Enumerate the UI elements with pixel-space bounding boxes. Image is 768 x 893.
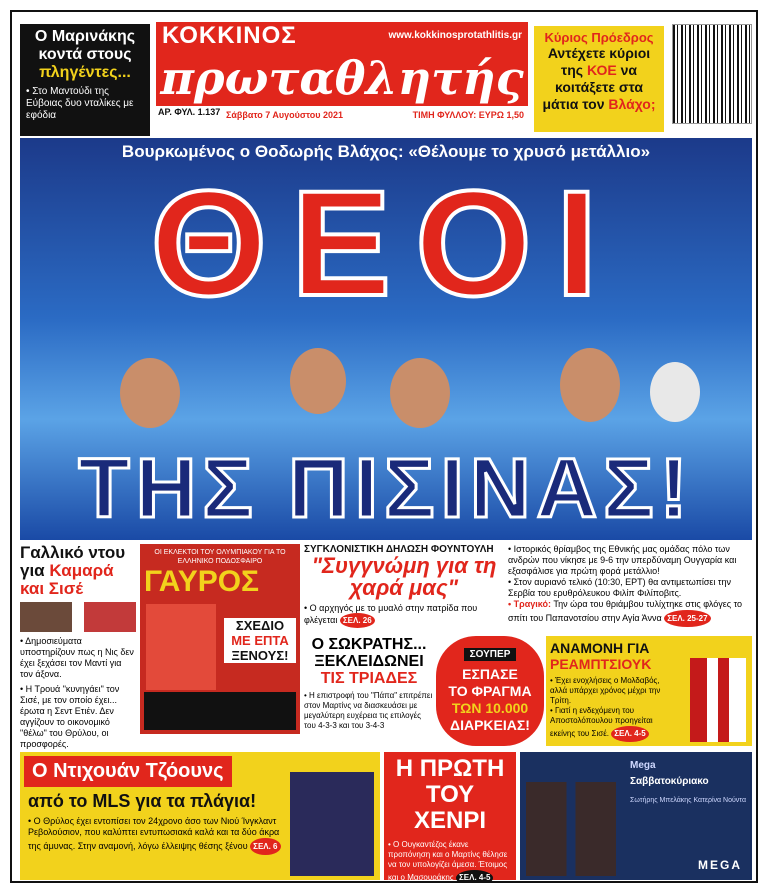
- s8-text-body: • Ο Θρύλος έχει εντοπίσει τον 24χρονο άσο των Νιού Ίνγκλαντ Ρεβολούσιον, που καλύπτει εντυπωσιακά καλά και τα δύο άκρα της άμυνας. Στην αναμονή, λόγω έλλειψης θέσης ξένου: [28, 816, 280, 851]
- mega-logo: MEGA: [698, 858, 742, 872]
- s2-title: ΓΑΥΡΟΣ: [144, 565, 260, 598]
- barcode-icon: [672, 24, 752, 124]
- s1-photo: [20, 602, 136, 632]
- top-left-text: • Στο Μαντούδι της Εύβοιας δυο νταλίκες με εφόδια: [26, 86, 134, 121]
- player-head-icon: [120, 358, 180, 428]
- top-right-story[interactable]: [534, 26, 664, 132]
- top-right-text: [538, 45, 660, 113]
- s3-text: [304, 603, 504, 628]
- s2-player-photo: [146, 604, 216, 690]
- mega-presenters-photo: [526, 782, 616, 876]
- story-fountoulis[interactable]: [304, 544, 504, 634]
- s6-title-3: ΤΩΝ 10.000: [451, 700, 529, 716]
- story-national-team[interactable]: [508, 544, 752, 634]
- player-head-icon: [390, 358, 450, 428]
- s4-text-3: [508, 599, 752, 627]
- story-henry[interactable]: [384, 752, 516, 880]
- s6-title-4: ΔΙΑΡΚΕΙΑΣ!: [450, 717, 530, 733]
- s2-headline-1: ΣΧΕΔΙΟ: [235, 618, 285, 633]
- story-gavros[interactable]: [140, 544, 300, 734]
- hero-headline: ΘΕΟΙ: [150, 159, 622, 327]
- s3-page-badge: ΣΕΛ. 26: [340, 613, 375, 628]
- s4-text-1: • Ιστορικός θρίαμβος της Εθνικής μας ομάδας πόλο των ανδρών που νίκησε με 9-6 την υπερδύναμη Ουγγαρία και εξασφάλισε για πρώτη φορά μετάλλιο!: [508, 544, 737, 576]
- story-reabciuk[interactable]: [546, 636, 752, 746]
- s3-kicker: ΣΥΓΚΛΟΝΙΣΤΙΚΗ ΔΗΛΩΣΗ ΦΟΥΝΤΟΥΛΗ: [304, 544, 494, 555]
- s5-title-b: ΞΕΚΛΕΙΔΩΝΕΙ: [314, 653, 424, 670]
- s9-text: [388, 840, 512, 883]
- hero-strap: Βουρκωμένος ο Θοδωρής Βλάχος: «Θέλουμε το χρυσό μετάλλιο»: [121, 142, 651, 161]
- s7-player-photo: [690, 658, 746, 742]
- s3-text-body: • Ο αρχηγός με το μυαλό στην πατρίδα που φλέγεται: [304, 603, 478, 625]
- s7-title-red: ΡΕΑΜΠΤΣΙΟΥΚ: [550, 656, 652, 672]
- s8-text: [20, 812, 300, 859]
- s7-text-2: [546, 706, 676, 742]
- top-right-text-b: να κοιτάξετε στα μάτια τον: [542, 62, 643, 112]
- s4-text-3-red: • Τραγικό:: [508, 599, 551, 609]
- issue-number: ΑΡ. ΦΥΛ. 1.137: [158, 107, 221, 117]
- top-left-story[interactable]: [20, 24, 150, 136]
- s5-title-a: Ο ΣΩΚΡΑΤΗΣ...: [311, 636, 427, 653]
- s6-title-2: ΤΟ ΦΡΑΓΜΑ: [448, 683, 532, 699]
- story-10000-season-tickets[interactable]: [436, 636, 544, 746]
- s4-page-badge: ΣΕΛ. 25-27: [664, 610, 710, 627]
- s5-title: [304, 636, 434, 687]
- hero-subline: ΤΗΣ ΠΙΣΙΝΑΣ!: [78, 441, 694, 535]
- s8-player-photo: [290, 772, 374, 876]
- brand-top: ΚΟΚΚΙΝΟΣ: [162, 22, 297, 49]
- player-head-icon: [290, 348, 346, 414]
- s9-title-1: Η ΠΡΩΤΗ: [395, 755, 505, 782]
- s8-subtitle: από το MLS για τα πλάγια!: [28, 791, 257, 811]
- site-url[interactable]: www.kokkinosprotathlitis.gr: [388, 30, 522, 41]
- s7-text-1: • Έχει ενοχλήσεις ο Μολδαβός, αλλά υπάρχει χρόνος μέχρι την Τρίτη.: [550, 676, 661, 705]
- s8-page-badge: ΣΕΛ. 6: [250, 838, 280, 855]
- s8-title: Ο Ντιχουάν Τζόουνς: [24, 756, 232, 787]
- masthead-info-bar: [156, 108, 528, 126]
- s2-headline-3: ΞΕΝΟΥΣ!: [231, 648, 289, 663]
- s4-text-2: • Στον αυριανό τελικό (10:30, ΕΡΤ) θα αντιμετωπίσει την Σερβία του ερυθρόλευκου Φιλίπ Φιλίποβιτς.: [508, 577, 731, 598]
- s9-title: [388, 756, 512, 834]
- issue-price: ΤΙΜΗ ΦΥΛΛΟΥ: ΕΥΡΩ 1,50: [412, 110, 524, 120]
- s1-text-2: • Η Τρουά "κυνηγάει" τον Σισέ, με τον οποίο έχει... έρωτα η Σεντ Ετιέν. Δεν αγγίζουν το οικονομικό "θέλω" του Θρύλου, οι προσφορές.: [20, 684, 120, 749]
- s5-title-red: ΤΙΣ ΤΡΙΑΔΕΣ: [320, 670, 418, 687]
- s2-kicker: ΟΙ ΕΚΛΕΚΤΟΙ ΤΟΥ ΟΛΥΜΠΙΑΚΟΥ ΓΙΑ ΤΟ ΕΛΛΗΝΙΚΟ ΠΟΔΟΣΦΑΙΡΟ: [154, 549, 286, 565]
- top-left-highlight: πληγέντες...: [39, 64, 131, 81]
- issue-date: Σάββατο 7 Αυγούστου 2021: [226, 110, 344, 120]
- mega-tv-ad[interactable]: [520, 752, 752, 880]
- newspaper-front-page: [10, 10, 758, 883]
- s6-kicker: ΣΟΥΠΕΡ: [464, 648, 517, 661]
- top-right-text-red2: Βλάχο;: [608, 96, 656, 112]
- top-left-headline: Ο Μαρινάκης κοντά στους: [34, 28, 136, 63]
- s1-headline-red: Καμαρά και Σισέ: [20, 561, 114, 598]
- mega-kicker: Mega: [630, 760, 656, 771]
- top-right-text-a: Αντέχετε κύριοι της: [547, 45, 651, 78]
- top-right-text-red: ΚΟΕ: [586, 62, 617, 78]
- s6-title-1: ΕΣΠΑΣΕ: [462, 666, 518, 682]
- s3-title: "Συγγνώμη για τη χαρά μας": [311, 553, 497, 600]
- s9-title-2: ΤΟΥ ΧΕΝΡΙ: [413, 781, 487, 834]
- s1-text-1: • Δημοσιεύματα υποστηρίζουν πως η Νις δεν έχει ξεχάσει τον Μαντί για τον άξονα.: [20, 636, 134, 679]
- story-sokratis[interactable]: [304, 636, 434, 746]
- s7-title-a: ΑΝΑΜΟΝΗ ΓΙΑ: [550, 640, 650, 656]
- s6-title: [436, 666, 544, 734]
- mega-title: Σαββατοκύριακο: [630, 776, 709, 787]
- s2-headline: [224, 618, 296, 663]
- s1-headline-a: Γαλλικό ντου για: [20, 543, 126, 580]
- mega-text: Σωτήρης Μπελάκης Κατερίνα Νούντα: [630, 797, 747, 804]
- newspaper-logo: πρωταθλητής: [156, 50, 528, 106]
- s4-text-3-body: Την ώρα του θριάμβου τυλίχτηκε στις φλόγες το σπίτι του Παπανοτσίου στην Αγία Άννα: [508, 599, 743, 623]
- story-kamara-sise[interactable]: [20, 543, 136, 749]
- player-cap-icon: [650, 362, 700, 422]
- s7-page-badge: ΣΕΛ. 4-5: [611, 726, 648, 742]
- masthead: [156, 22, 528, 126]
- story-dejuan-jones[interactable]: [20, 752, 380, 880]
- s5-text: • Η επιστροφή του "Πάπα" επιτρέπει στον Μαρτίνς να διασκευάσει με μεγαλύτερη ευχέρεια τις επιλογές του 4-3-3 και του 3-4-3: [304, 691, 433, 730]
- s9-page-badge: ΣΕΛ. 4-5: [456, 870, 493, 883]
- s7-text-2-body: • Γιατί η ενδεχόμενη του Αποστολόπουλου προηγείται εκείνης του Σισέ.: [550, 706, 653, 738]
- s1-headline: [20, 544, 136, 598]
- s2-headline-2: ΜΕ ΕΠΤΑ: [231, 633, 289, 648]
- s2-photo-strip: [144, 692, 296, 730]
- s9-text-body: • Ο Ουγκαντέζος έκανε προπόνηση και ο Μαρτίνς θέλησε να τον υπολογίζει άμεσα. Έτοιμος και ο Μασουράκης: [388, 840, 508, 882]
- top-right-kicker: Κύριος Πρόεδρος: [544, 30, 654, 45]
- hero-story[interactable]: [20, 138, 752, 540]
- player-head-icon: [560, 348, 620, 422]
